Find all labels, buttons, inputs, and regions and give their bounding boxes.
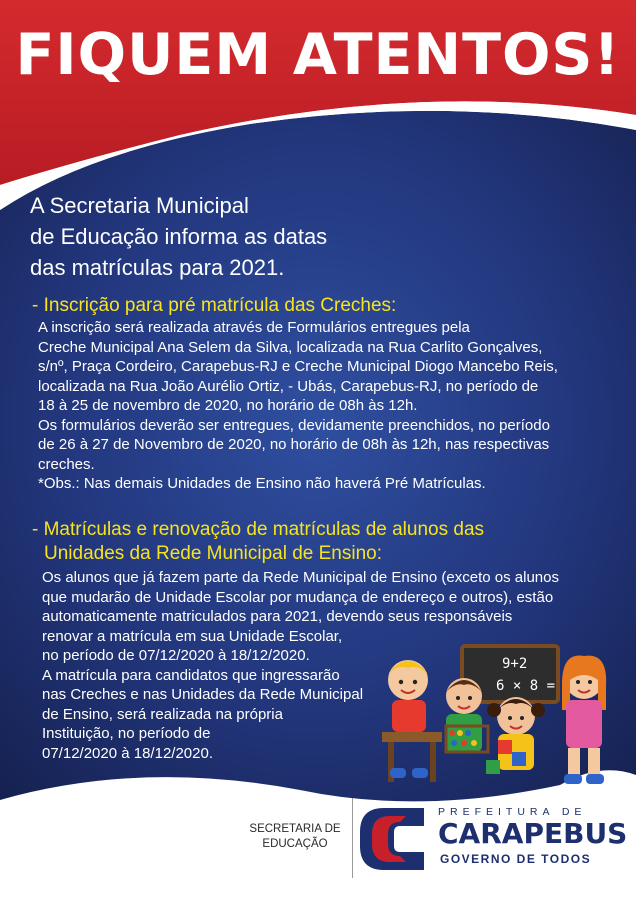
section1-line: A inscrição será realizada através de Formulários entregues pela xyxy=(38,319,470,336)
section2-line: no período de 07/12/2020 à 18/12/2020. xyxy=(42,647,310,664)
intro-line: das matrículas para 2021. xyxy=(30,255,285,280)
section2-line: nas Creches e nas Unidades da Rede Municipal xyxy=(42,686,364,703)
section1-line: creches. xyxy=(38,455,95,473)
footer-divider xyxy=(352,798,353,878)
section1-body xyxy=(38,318,558,494)
board-text: 9+2 xyxy=(502,656,528,672)
section2-heading-line2: Unidades da Rede Municipal de Ensino: xyxy=(44,543,382,564)
prefeitura-label: PREFEITURA DE xyxy=(438,806,587,818)
slogan: GOVERNO DE TODOS xyxy=(440,852,592,866)
section2-heading-line1: - Matrículas e renovação de matrículas de alunos das xyxy=(32,519,485,540)
section2-line: renovar a matrícula em sua Unidade Escolar, xyxy=(42,627,343,645)
section1-line: de 26 à 27 de Novembro de 2020, no horário de 08h às 12h, nas respectivas xyxy=(38,436,550,453)
intro-line: de Educação informa as datas xyxy=(30,224,328,249)
section1-heading: - Inscrição para pré matrícula das Creches: xyxy=(32,295,397,316)
board-text: 6 × 8 = xyxy=(496,678,556,694)
section1-line: 18 à 25 de novembro de 2020, no horário de 08h às 12h. xyxy=(38,397,418,414)
section2-line: 07/12/2020 à 18/12/2020. xyxy=(42,744,213,762)
intro-line: A Secretaria Municipal xyxy=(30,193,249,218)
carapebus-logo-icon xyxy=(360,808,424,870)
section2-line: que mudarão de Unidade Escolar por mudança de endereço e outros), estão xyxy=(42,588,554,606)
section2-line: A matrícula para candidatos que ingressarão xyxy=(42,666,340,684)
secretaria-label xyxy=(246,822,344,852)
intro-text xyxy=(30,190,327,283)
section1-line: localizada na Rua João Aurélio Ortiz, - Ubás, Carapebus-RJ, no período de xyxy=(38,377,539,395)
children-illustration xyxy=(382,640,622,790)
secretaria-line: SECRETARIA DE xyxy=(249,823,341,835)
section1-line: Os formulários deverão ser entregues, devidamente preenchidos, no período xyxy=(38,416,550,434)
section2-line: automaticamente matriculados para 2021, devendo seus responsáveis xyxy=(42,608,513,625)
section2-line: de Ensino, será realizada na própria xyxy=(42,705,283,723)
city-name: CARAPEBUS xyxy=(438,817,628,850)
section2-line: Os alunos que já fazem parte da Rede Municipal de Ensino (exceto os alunos xyxy=(42,569,559,586)
page-title: FIQUEM ATENTOS! xyxy=(15,22,621,88)
section2-line: Instituição, no período de xyxy=(42,725,211,742)
section1-line: s/nº, Praça Cordeiro, Carapebus-RJ e Creche Municipal Diogo Mancebo Reis, xyxy=(38,358,558,375)
section1-obs: *Obs.: Nas demais Unidades de Ensino não haverá Pré Matrículas. xyxy=(38,475,486,492)
section1-line: Creche Municipal Ana Selem da Silva, localizada na Rua Carlito Gonçalves, xyxy=(38,338,543,356)
secretaria-line: EDUCAÇÃO xyxy=(262,838,328,850)
